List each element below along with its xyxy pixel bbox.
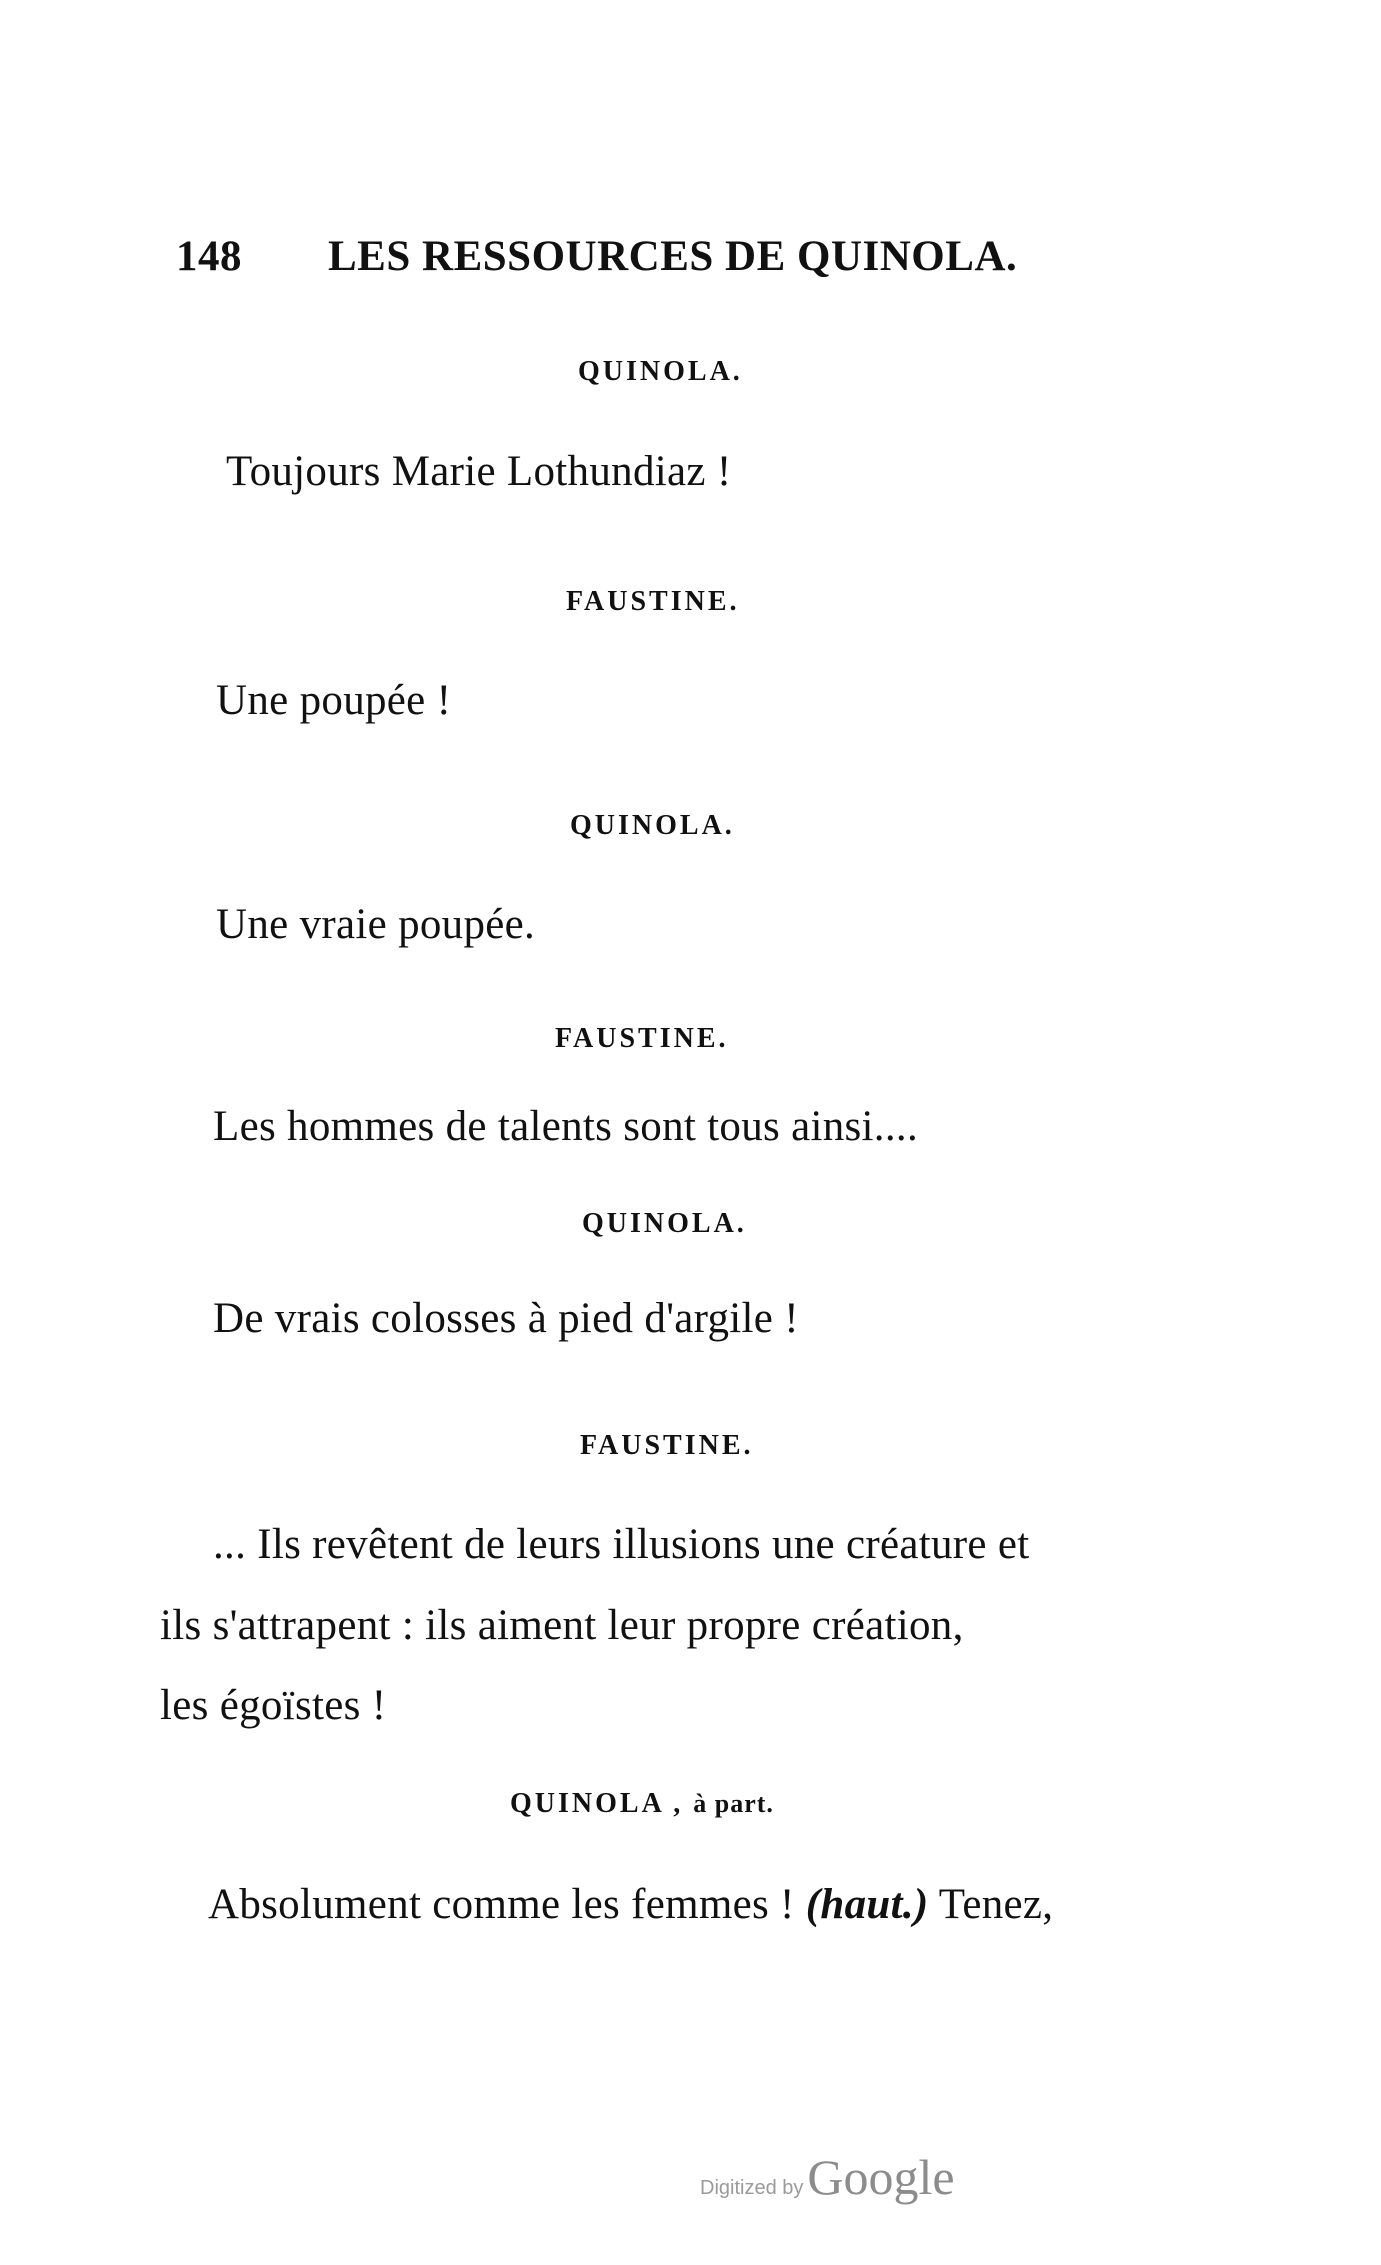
speaker-name: FAUSTINE.	[566, 586, 740, 617]
speaker-name: FAUSTINE.	[555, 1023, 729, 1054]
page-header	[176, 232, 1018, 292]
google-logo: Google	[807, 2149, 955, 2205]
speech-line: De vrais colosses à pied d'argile !	[213, 1295, 799, 1342]
speaker-name: QUINOLA.	[582, 1208, 747, 1239]
speech-line: Les hommes de talents sont tous ainsi....	[213, 1103, 919, 1150]
digitized-label: Digitized by	[700, 2177, 804, 2199]
speech-line: Toujours Marie Lothundiaz !	[226, 448, 732, 495]
speech-text: Absolument comme les femmes !	[208, 1881, 806, 1928]
stage-direction: à part.	[693, 1789, 774, 1818]
speaker-name: QUINOLA ,	[510, 1788, 684, 1819]
running-title: LES RESSOURCES DE QUINOLA.	[328, 233, 1018, 280]
speaker-name: QUINOLA.	[570, 810, 735, 841]
speech-line: Une poupée !	[216, 677, 452, 724]
speech-line: Une vraie poupée.	[216, 901, 536, 948]
speaker-name: FAUSTINE.	[580, 1430, 754, 1461]
speech-line: les égoïstes !	[160, 1682, 387, 1729]
speech-line: ... Ils revêtent de leurs illusions une créature et	[213, 1521, 1030, 1568]
speaker-name: QUINOLA.	[578, 356, 743, 387]
stage-direction: (haut.)	[805, 1881, 929, 1928]
page-number: 148	[176, 233, 242, 280]
digitization-watermark	[700, 2148, 955, 2206]
speaker-with-direction	[510, 1788, 774, 1820]
speech-line	[208, 1880, 1053, 1929]
speech-line: ils s'attrapent : ils aiment leur propre création,	[160, 1602, 964, 1649]
speech-text: Tenez,	[928, 1881, 1054, 1928]
